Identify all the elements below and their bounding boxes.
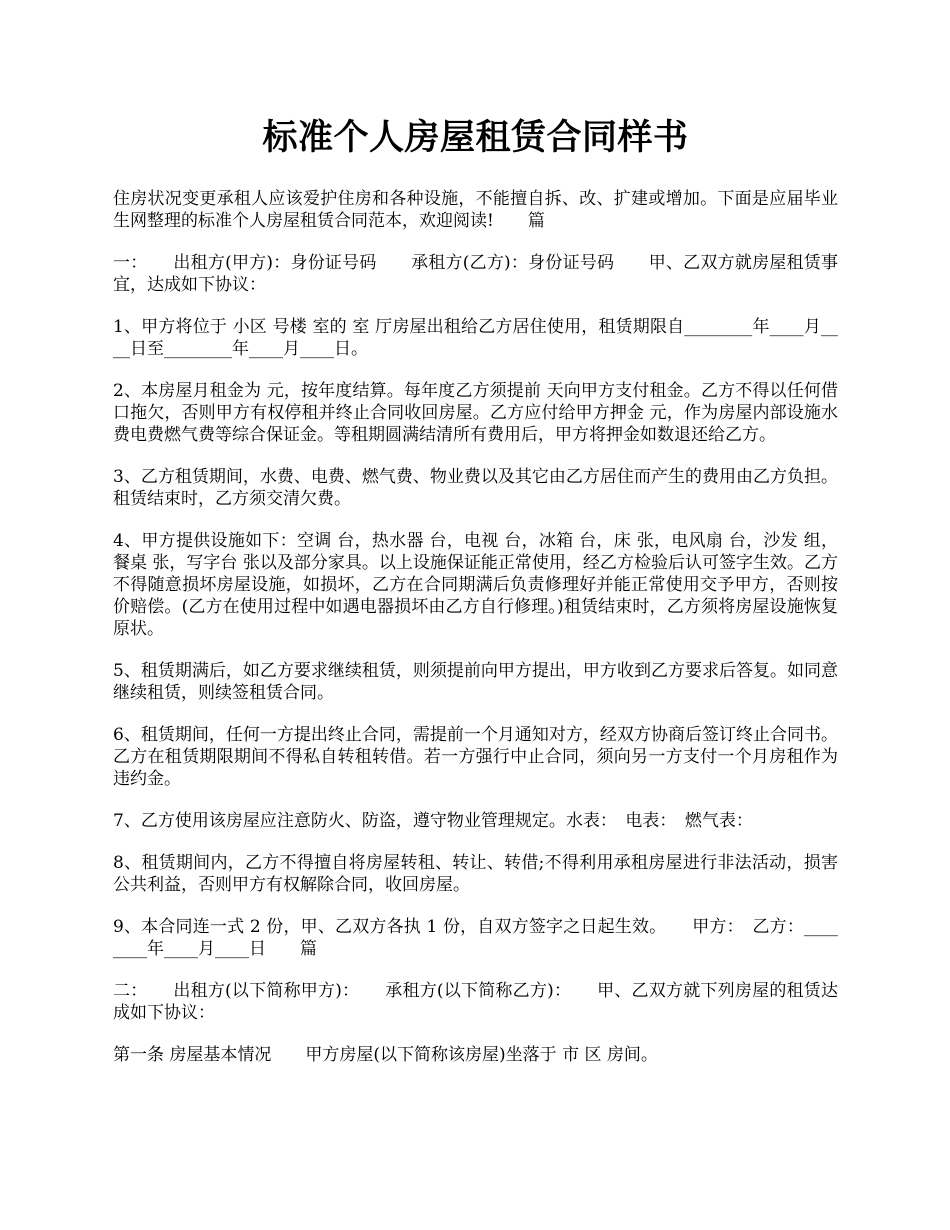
clause-5: 5、租赁期满后，如乙方要求继续租赁，则须提前向甲方提出，甲方收到乙方要求后答复。如同意继续租赁，则续签租赁合同。 (113, 661, 838, 703)
clause-7: 7、乙方使用该房屋应注意防火、防盗，遵守物业管理规定。水表： 电表： 燃气表： (113, 811, 753, 831)
intro-paragraph: 住房状况变更承租人应该爱护住房和各种设施，不能擅自拆、改、扩建或增加。下面是应届毕业生网整理的标准个人房屋租赁合同范本，欢迎阅读! 篇 (113, 189, 838, 231)
clause-2: 2、本房屋月租金为 元，按年度结算。每年度乙方须提前 天向甲方支付租金。乙方不得以任何借口拖欠，否则甲方有权停租并终止合同收回房屋。乙方应付给甲方押金 元，作为房屋内部设施水费电费燃气费等综合保证金。等租期圆满结清所有费用后，甲方将押金如数退还给乙方。 (113, 381, 838, 445)
clause-3: 3、乙方租赁期间，水费、电费、燃气费、物业费以及其它由乙方居住而产生的费用由乙方负担。租赁结束时，乙方须交清欠费。 (113, 467, 838, 509)
clause-1: 1、甲方将位于 小区 号楼 室的 室 厅房屋出租给乙方居住使用，租赁期限自________年____月____日至________年____月____日。 (113, 317, 838, 359)
clause-9: 9、本合同连一式 2 份，甲、乙双方各执 1 份，自双方签字之日起生效。 甲方： 乙方：________年____月____日 篇 (113, 917, 838, 959)
contract-two-header: 二： 出租方(以下简称甲方)： 承租方(以下简称乙方)： 甲、乙双方就下列房屋的租赁达成如下协议： (113, 981, 838, 1023)
document-title: 标准个人房屋租赁合同样书 (262, 117, 689, 158)
clause-8: 8、租赁期间内，乙方不得擅自将房屋转租、转让、转借;不得利用承租房屋进行非法活动，损害公共利益，否则甲方有权解除合同，收回房屋。 (113, 853, 838, 895)
document-body (113, 188, 838, 1066)
article-1: 第一条 房屋基本情况 甲方房屋(以下简称该房屋)坐落于 市 区 房间。 (113, 1045, 658, 1065)
clause-6: 6、租赁期间，任何一方提出终止合同，需提前一个月通知对方，经双方协商后签订终止合同书。乙方在租赁期限期间不得私自转租转借。若一方强行中止合同，须向另一方支付一个月房租作为违约金。 (113, 725, 838, 789)
clause-4: 4、甲方提供设施如下：空调 台，热水器 台，电视 台，冰箱 台，床 张，电风扇 台，沙发 组，餐桌 张，写字台 张以及部分家具。以上设施保证能正常使用，经乙方检验后认可签字生效。乙方不得随意损坏房屋设施，如损坏，乙方在合同期满后负责修理好并能正常使用交予甲方，否则按价赔偿。(乙方在使用过程中如遇电器损坏由乙方自行修理。)租赁结束时，乙方须将房屋设施恢复原状。 (113, 531, 838, 639)
contract-one-header: 一： 出租方(甲方)：身份证号码 承租方(乙方)：身份证号码 甲、乙双方就房屋租赁事宜，达成如下协议： (113, 253, 838, 295)
